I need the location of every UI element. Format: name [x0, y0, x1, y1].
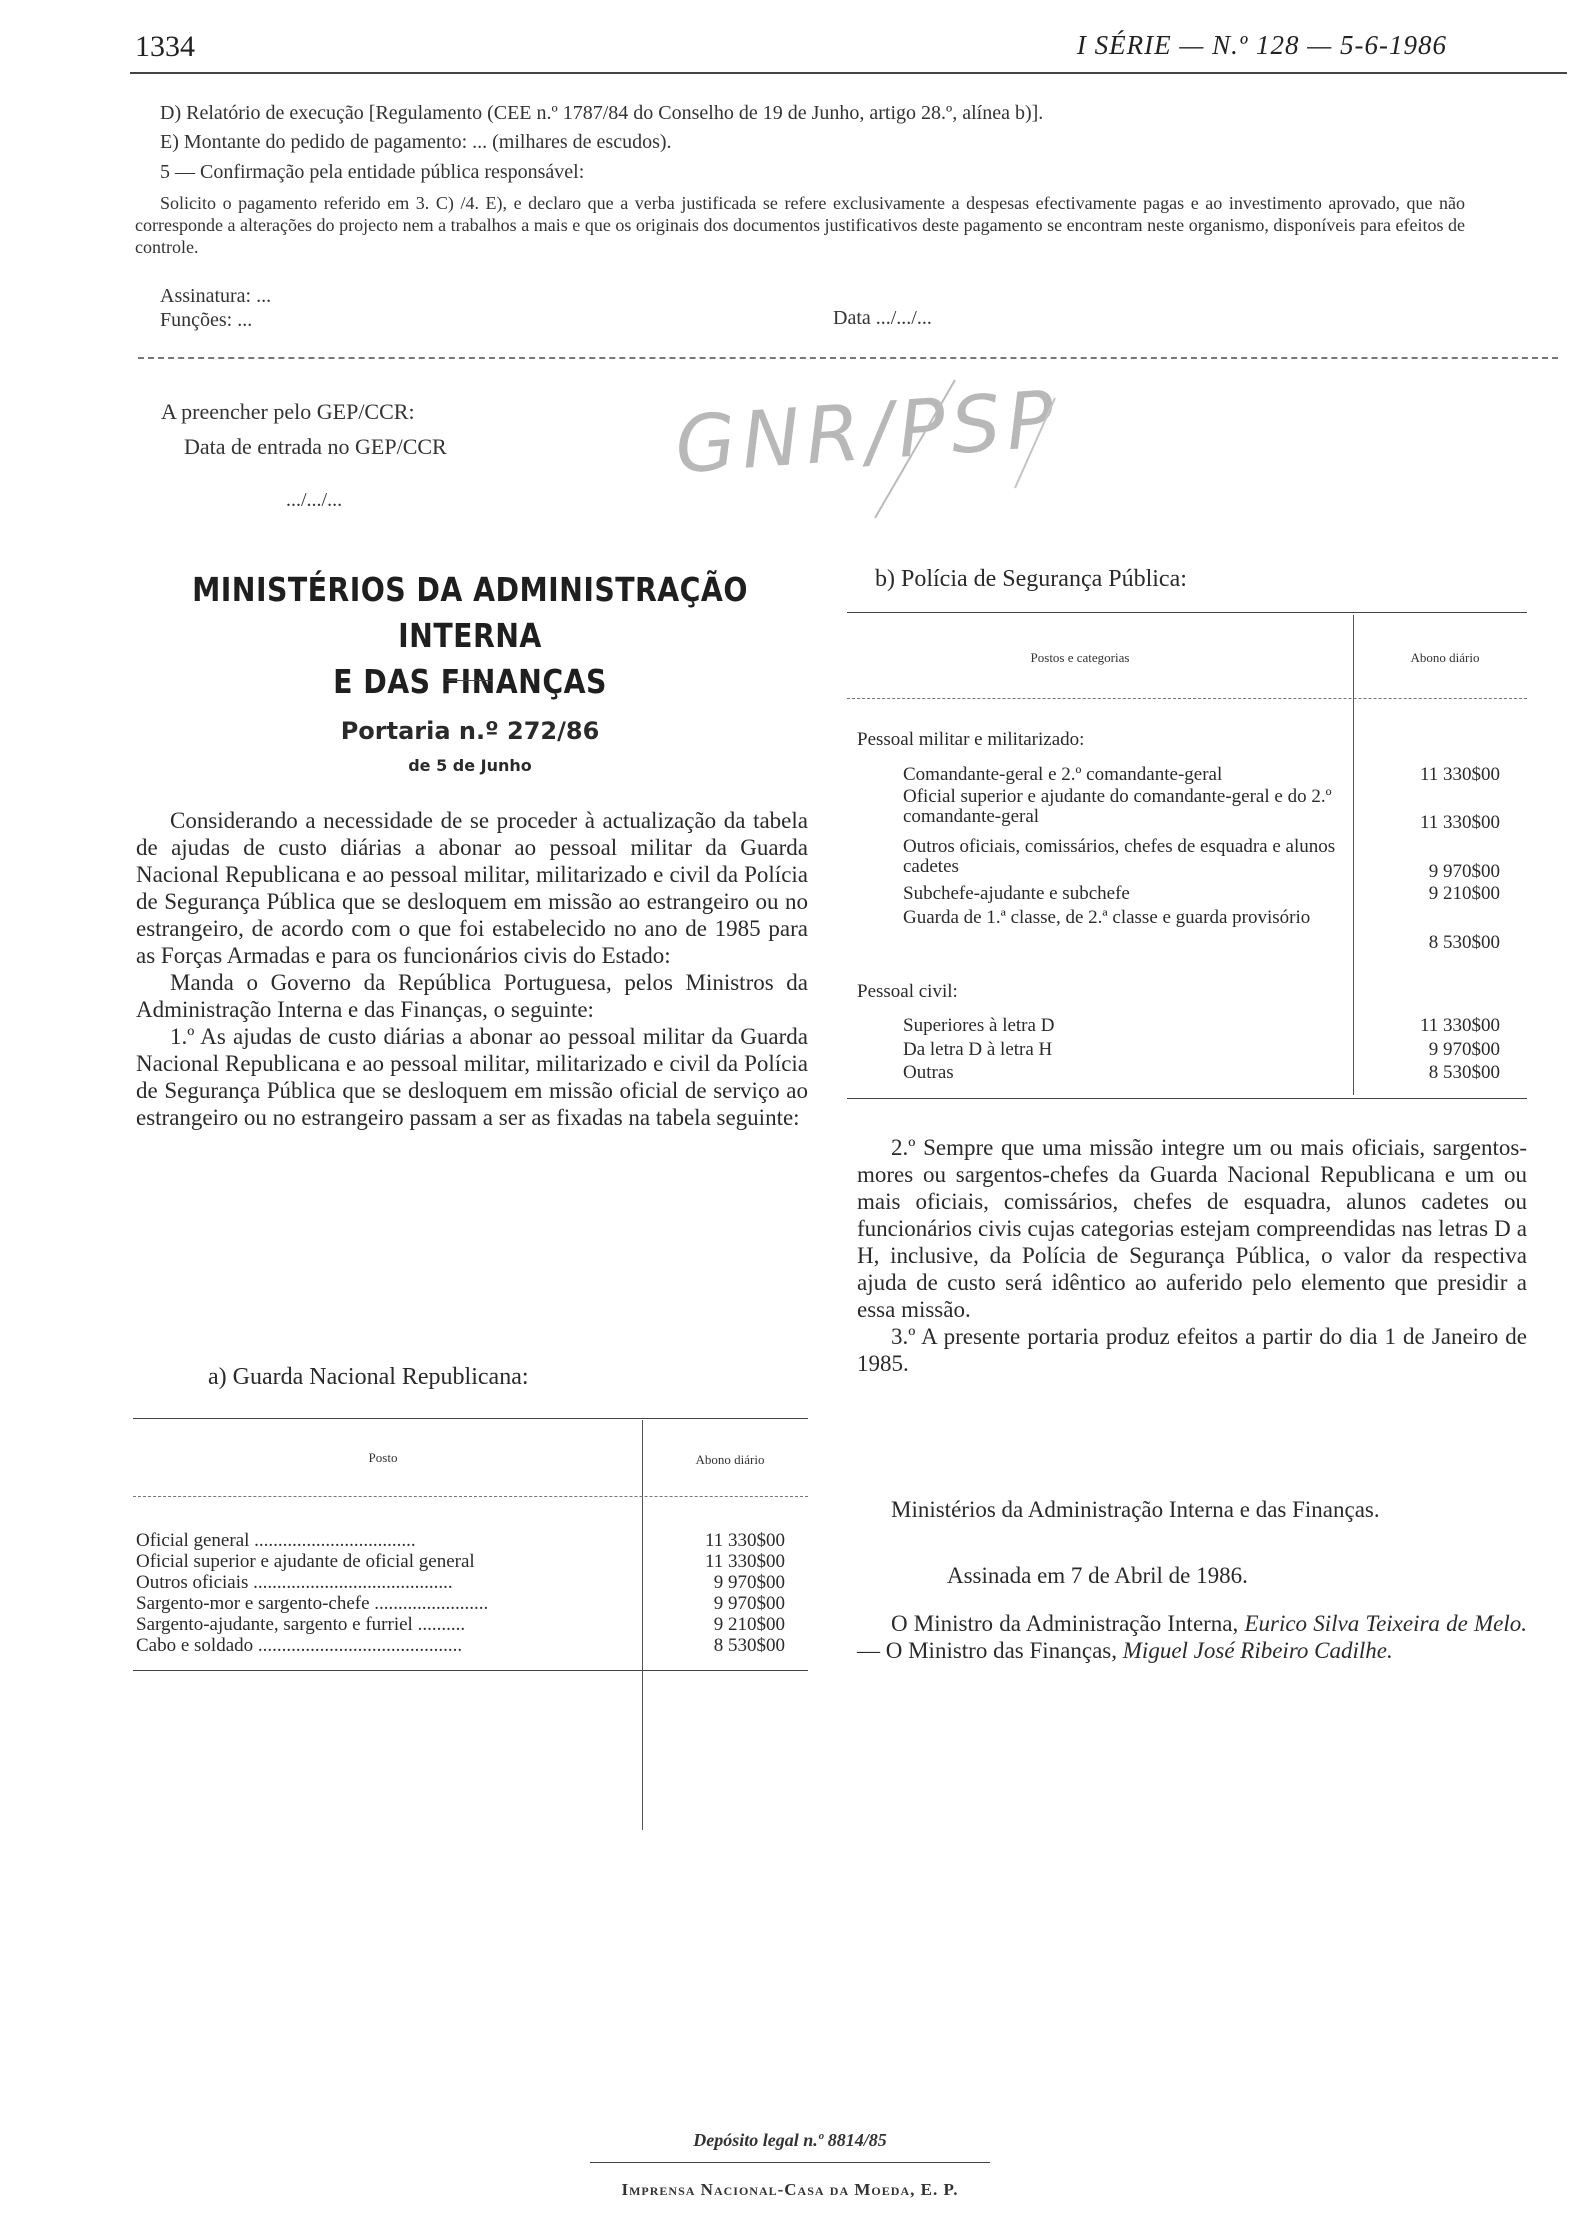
table-a-row-label-text: Oficial general — [136, 1531, 250, 1551]
ministerios-text: Ministérios da Administração Interna e das Finanças. — [891, 1497, 1380, 1522]
line-5-confirmacao: 5 — Confirmação pela entidade pública responsável: — [160, 161, 585, 183]
table-b-row-label: Superiores à letra D — [903, 1016, 1055, 1036]
table-b-row-value: 11 330$00 — [1419, 1015, 1500, 1036]
portaria-body — [136, 807, 808, 1131]
table-a-row-label-text: Sargento-mor e sargento-chefe — [136, 1594, 370, 1614]
table-a-row-value: 9 210$00 — [713, 1614, 785, 1635]
para-1: 1.º As ajudas de custo diárias a abonar ao pessoal militar da Guarda Nacional Republicana e ao pessoal militar, militarizado e civil da Polícia de Segurança Pública que se desloquem em missão oficial de serviço ao estrangeiro ou no estrangeiro passam a ser as fixadas na tabela seguinte: — [136, 1024, 808, 1130]
ministry-title — [169, 567, 771, 705]
assinada-line — [857, 1562, 1527, 1589]
table-a-top-rule — [133, 1418, 808, 1419]
line-d-relatorio: D) Relatório de execução [Regulamento (CEE n.º 1787/84 do Conselho de 19 de Junho, artigo 28.º, alínea b)]. — [160, 102, 1044, 124]
handwritten-annotation-text: GNR/PSP — [672, 374, 1063, 492]
funcoes-field: Funções: ... — [160, 309, 253, 331]
table-a-row-dots: ........................ — [369, 1594, 489, 1614]
table-b-row-label: Outros oficiais, comissários, chefes de esquadra e alunos cadetes — [903, 837, 1336, 877]
gep-label: A preencher pelo GEP/CCR: — [161, 399, 415, 424]
title-separator — [446, 680, 492, 681]
ministros-signature — [857, 1610, 1527, 1664]
right-body — [857, 1134, 1527, 1377]
table-b-row-value: 11 330$00 — [1419, 764, 1500, 785]
table-a-row-label — [136, 1531, 636, 1551]
gep-entry-date-value: .../.../... — [286, 489, 343, 511]
table-b-col-postos: Postos e categorias — [1030, 650, 1130, 665]
series-header: I SÉRIE — N.º 128 — 5-6-1986 — [1076, 30, 1447, 60]
table-b-col-abono: Abono diário — [1410, 650, 1480, 665]
table-b-group-civil: Pessoal civil: — [857, 982, 958, 1002]
table-a-col-abono: Abono diário — [695, 1452, 765, 1467]
line-e-montante: E) Montante do pedido de pagamento: ... (milhares de escudos). — [160, 131, 672, 153]
deposito-legal: Depósito legal n.º 8814/85 — [693, 2130, 887, 2150]
table-a-row-label-text: Oficial superior e ajudante de oficial general — [136, 1552, 475, 1572]
imprensa-nacional: Imprensa Nacional-Casa da Moeda, E. P. — [621, 2180, 959, 2199]
table-b-top-rule — [847, 612, 1527, 613]
assinada-text: Assinada em 7 de Abril de 1986. — [947, 1563, 1248, 1588]
page-number: 1334 — [135, 30, 195, 63]
table-a-row-label — [136, 1594, 636, 1614]
portaria-date: de 5 de Junho — [408, 756, 532, 775]
ministro-fin-label: — O Ministro das Finanças, — [857, 1638, 1123, 1663]
table-b-title: b) Polícia de Segurança Pública: — [875, 566, 1187, 592]
ministro-fin-name: Miguel José Ribeiro Cadilhe. — [1122, 1638, 1393, 1663]
table-a-bottom-rule — [133, 1670, 808, 1671]
table-a-row-value: 9 970$00 — [713, 1593, 785, 1614]
table-a-row-label-text: Sargento-ajudante, sargento e furriel — [136, 1615, 413, 1635]
ministro-ai-label: O Ministro da Administração Interna, — [891, 1611, 1245, 1636]
handwriting-strokes — [655, 368, 1135, 538]
table-a-row-value: 11 330$00 — [704, 1530, 785, 1551]
para-3: 3.º A presente portaria produz efeitos a partir do dia 1 de Janeiro de 1985. — [857, 1324, 1527, 1376]
table-a-row-value: 11 330$00 — [704, 1551, 785, 1572]
table-b-row-value: 11 330$00 — [1419, 812, 1500, 833]
table-b-header-rule — [847, 698, 1527, 699]
table-b-row-value: 9 970$00 — [1428, 861, 1500, 882]
table-b-row-value: 8 530$00 — [1428, 1062, 1500, 1083]
table-a-row-dots: ........................................... — [253, 1636, 463, 1656]
table-a-row-dots: .......... — [412, 1615, 466, 1635]
table-b-row-label: Guarda de 1.ª classe, de 2.ª classe e guarda provisório — [903, 908, 1311, 928]
table-a-header-rule — [133, 1496, 808, 1497]
section-divider — [138, 357, 1558, 359]
table-a-row-label-text: Outros oficiais — [136, 1573, 249, 1593]
table-a-row-label — [136, 1636, 636, 1656]
gep-entry-date-label: Data de entrada no GEP/CCR — [184, 434, 447, 459]
table-a-row-label — [136, 1615, 636, 1635]
header-rule — [130, 72, 1567, 74]
table-b-bottom-rule — [847, 1098, 1527, 1099]
table-a-title: a) Guarda Nacional Republicana: — [208, 1364, 529, 1390]
table-a-row-dots: .................................. — [249, 1531, 416, 1551]
ministry-title-line-2: E DAS FINANÇAS — [333, 662, 607, 701]
ministros-text — [857, 1610, 1527, 1664]
handwritten-annotation — [655, 368, 1135, 538]
assinatura-field: Assinatura: ... — [160, 285, 272, 307]
table-b-group-militar: Pessoal militar e militarizado: — [857, 730, 1085, 750]
table-a-col-posto: Posto — [368, 1450, 398, 1465]
footer-rule — [590, 2162, 990, 2163]
para-2: 2.º Sempre que uma missão integre um ou mais oficiais, sargentos-mores ou sargentos-chefes da Guarda Nacional Republicana e um ou mais oficiais, comissários, chefes de esquadra, alunos cadetes ou funcionários civis cujas categorias estejam compreendidas nas letras D a H, inclusive, da Polícia de Segurança Pública, o valor da respectiva ajuda de custo será idêntico ao auferido pelo elemento que presidir a essa missão. — [857, 1135, 1527, 1322]
table-b-row-label: Subchefe-ajudante e subchefe — [903, 884, 1130, 904]
table-b-col-divider — [1353, 615, 1354, 1095]
confirmation-paragraph: Solicito o pagamento referido em 3. C) /4. E), e declaro que a verba justificada se refere exclusivamente a despesas efectivamente pagas e ao investimento aprovado, que não corresponde a alterações do projecto nem a trabalhos a mais e que os originais dos documentos justificativos deste pagamento se encontram neste organismo, disponíveis para efeitos de controle. — [135, 193, 1465, 257]
table-b-row-label: Comandante-geral e 2.º comandante-geral — [903, 765, 1223, 785]
table-b-row-value: 9 970$00 — [1428, 1039, 1500, 1060]
table-a-row-value: 9 970$00 — [713, 1572, 785, 1593]
table-a-row-dots: .......................................... — [248, 1573, 453, 1593]
ministro-ai-name: Eurico Silva Teixeira de Melo. — [1244, 1611, 1528, 1636]
table-b-row-value: 9 210$00 — [1428, 883, 1500, 904]
table-a-row-label — [136, 1552, 636, 1572]
ministry-title-line-1: MINISTÉRIOS DA ADMINISTRAÇÃO INTERNA — [192, 570, 748, 655]
portaria-title: Portaria n.º 272/86 — [340, 717, 600, 745]
table-a-row-label-text: Cabo e soldado — [136, 1636, 254, 1656]
table-b-row-label: Outras — [903, 1063, 954, 1083]
table-b-row-label: Oficial superior e ajudante do comandante-geral e do 2.º comandante-geral — [903, 787, 1332, 827]
para-manda: Manda o Governo da República Portuguesa, pelos Ministros da Administração Interna e das Finanças, o seguinte: — [136, 970, 808, 1022]
data-field: Data .../.../... — [833, 307, 932, 329]
ministerios-line — [857, 1496, 1527, 1523]
para-considerando: Considerando a necessidade de se proceder à actualização da tabela de ajudas de custo diárias a abonar ao pessoal militar da Guarda Nacional Republicana e ao pessoal militar, militarizado e civil da Polícia de Segurança Pública que se desloquem em missão ao estrangeiro ou no estrangeiro, de acordo com o que foi estabelecido no ano de 1985 para as Forças Armadas e para os funcionários civis do Estado: — [136, 808, 808, 968]
table-b-row-label: Da letra D à letra H — [903, 1040, 1053, 1060]
table-b-row-value: 8 530$00 — [1428, 932, 1500, 953]
table-a-col-divider — [642, 1420, 643, 1830]
table-a-row-value: 8 530$00 — [713, 1635, 785, 1656]
table-a-row-label — [136, 1573, 636, 1593]
